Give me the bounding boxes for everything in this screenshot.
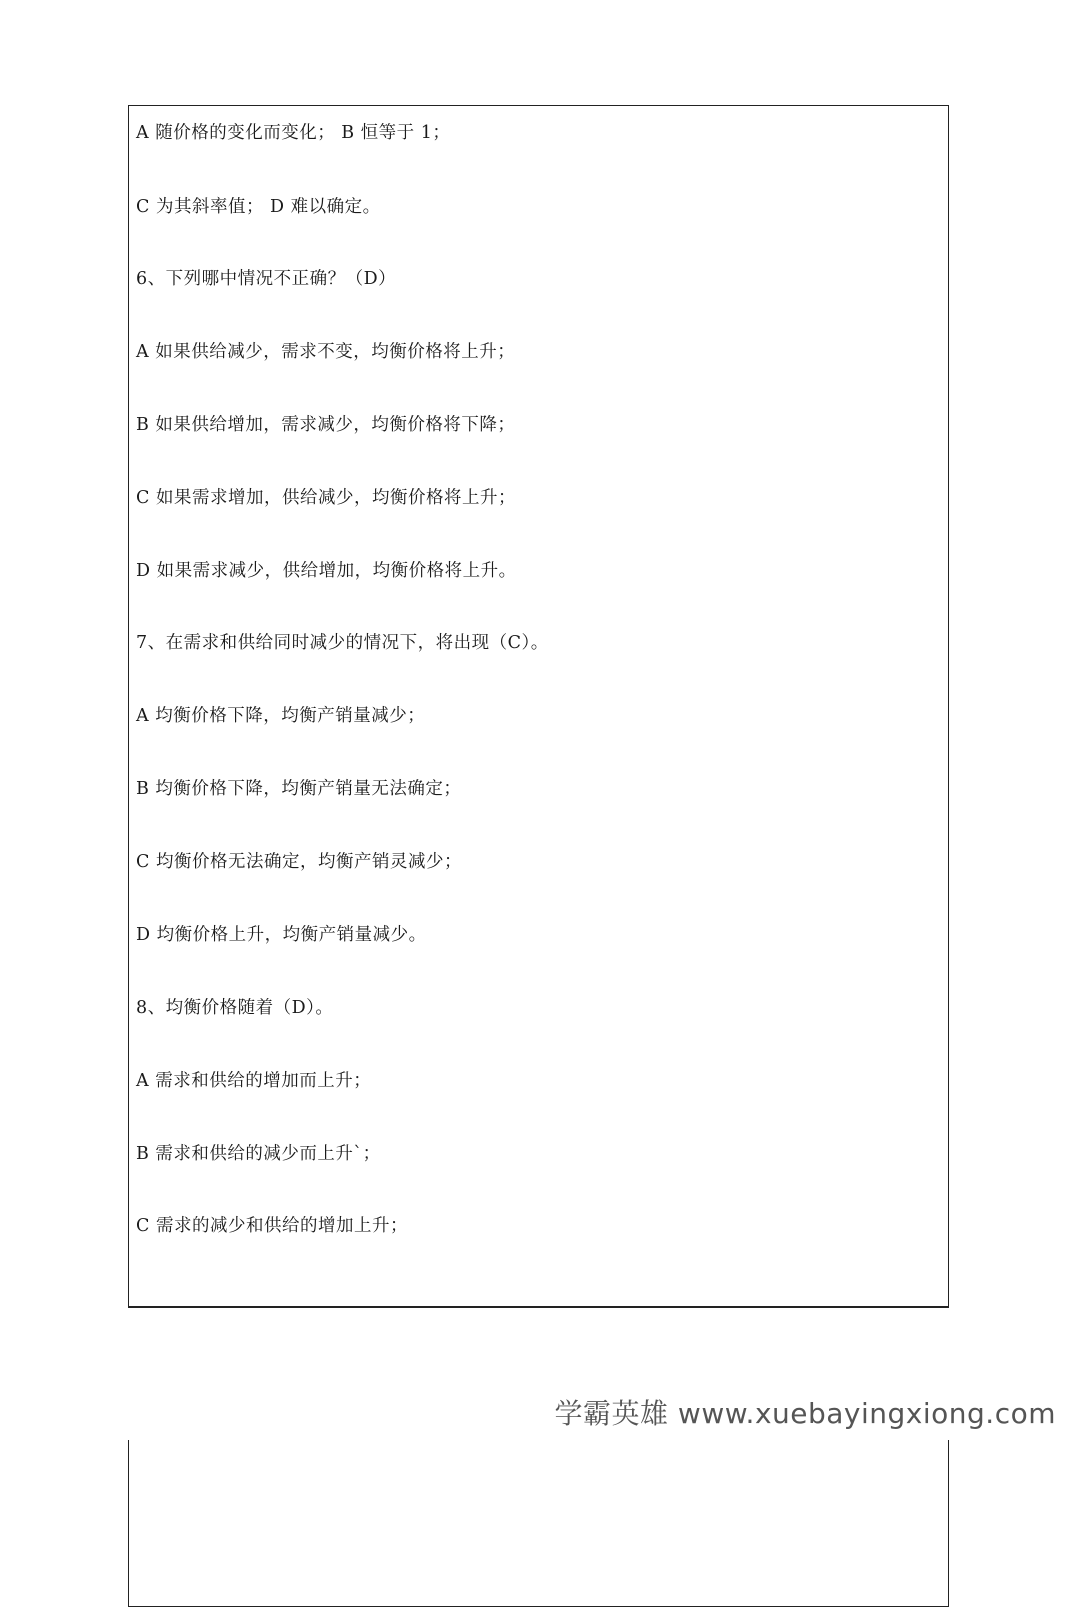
option-line: D 如果需求减少，供给增加，均衡价格将上升。 <box>136 561 517 581</box>
site-watermark: 学霸英雄 www.xuebayingxiong.com <box>554 1397 1056 1430</box>
question-line: 7、在需求和供给同时减少的情况下，将出现（C）。 <box>136 633 549 653</box>
question-line: 8、均衡价格随着（D）。 <box>136 998 334 1018</box>
option-line: A 如果供给减少，需求不变，均衡价格将上升； <box>136 342 516 362</box>
option-line: C 均衡价格无法确定，均衡产销灵减少； <box>136 852 462 872</box>
question-line: 6、下列哪中情况不正确？（D） <box>136 269 397 289</box>
option-line: A 均衡价格下降，均衡产销量减少； <box>136 706 426 726</box>
option-line: B 需求和供给的减少而上升`； <box>136 1144 381 1164</box>
option-line: A 随价格的变化而变化； B 恒等于 1； <box>136 123 451 143</box>
option-line: A 需求和供给的增加而上升； <box>136 1071 372 1091</box>
option-line: C 需求的减少和供给的增加上升； <box>136 1216 408 1236</box>
option-line: C 为其斜率值； D 难以确定。 <box>136 197 381 217</box>
option-line: B 如果供给增加，需求减少，均衡价格将下降； <box>136 415 516 435</box>
option-line: D 均衡价格上升，均衡产销量减少。 <box>136 925 427 945</box>
option-line: B 均衡价格下降，均衡产销量无法确定； <box>136 779 462 799</box>
option-line: C 如果需求增加，供给减少，均衡价格将上升； <box>136 488 516 508</box>
question-box-bottom-border <box>128 1306 949 1308</box>
